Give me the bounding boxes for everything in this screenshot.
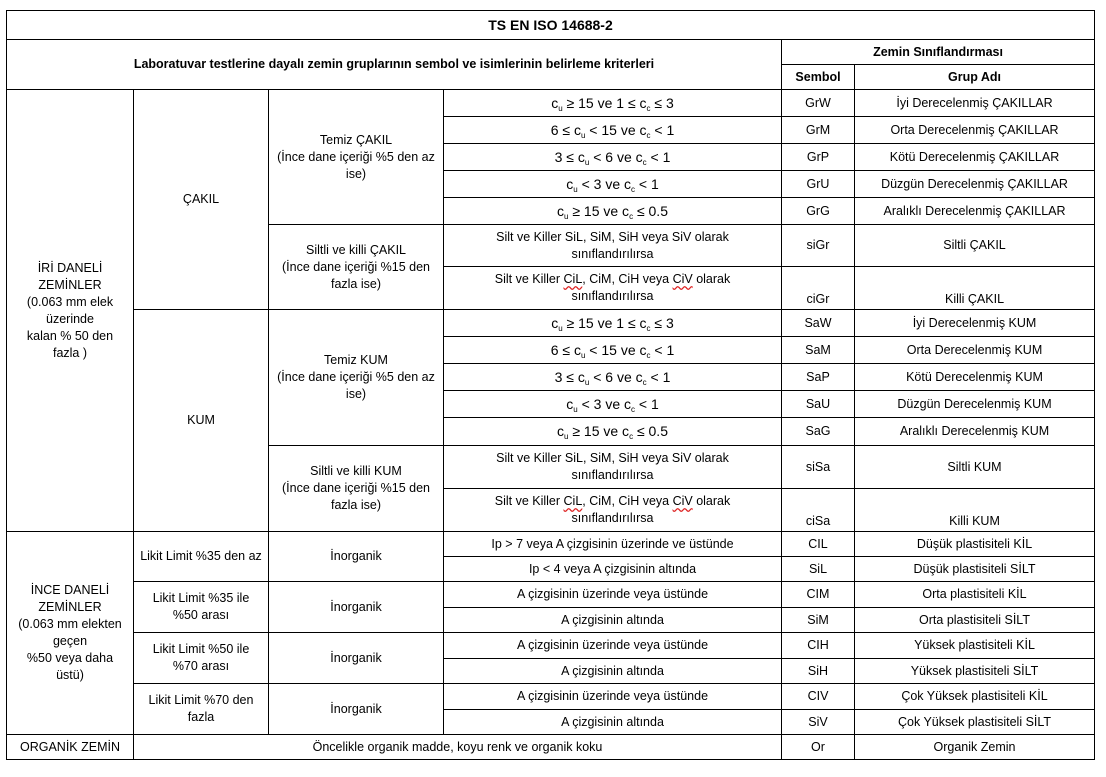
- plasticity-condition: A çizgisinin üzerinde veya üstünde: [444, 684, 782, 710]
- soil-symbol: ciSa: [782, 489, 855, 532]
- soil-symbol: siSa: [782, 446, 855, 489]
- grading-condition: $c_u \ge 15$ ve $c_c \le 0.5$: [444, 418, 782, 446]
- group-name: Killi KUM: [855, 489, 1095, 532]
- soil-symbol: SaG: [782, 418, 855, 446]
- grading-condition: $c_u < 3$ ve $c_c < 1$: [444, 171, 782, 198]
- plasticity-condition: A çizgisinin üzerinde veya üstünde: [444, 633, 782, 659]
- inorganic-label: İnorganik: [269, 582, 444, 633]
- table-title: TS EN ISO 14688-2: [7, 11, 1095, 40]
- soil-symbol: SaW: [782, 310, 855, 337]
- group-name: Kötü Derecelenmiş KUM: [855, 364, 1095, 391]
- plasticity-condition: Ip > 7 veya A çizgisinin üzerinde ve üstünde: [444, 532, 782, 557]
- soil-symbol: SiM: [782, 608, 855, 633]
- inorganic-label: İnorganik: [269, 532, 444, 582]
- group-name: Çok Yüksek plastisiteli SİLT: [855, 710, 1095, 735]
- liquid-limit-label: Likit Limit %50 ile %70 arası: [134, 633, 269, 684]
- plasticity-condition: A çizgisinin altında: [444, 659, 782, 684]
- soil-symbol: SiH: [782, 659, 855, 684]
- plasticity-condition: A çizgisinin altında: [444, 608, 782, 633]
- soil-symbol: GrG: [782, 198, 855, 225]
- soil-symbol: SiL: [782, 557, 855, 582]
- silty-clayey-sand-label: Siltli ve killi KUM (İnce dane içeriği %15 den fazla ise): [269, 446, 444, 532]
- liquid-limit-label: Likit Limit %35 den az: [134, 532, 269, 582]
- group-name: Düzgün Derecelenmiş KUM: [855, 391, 1095, 418]
- group-name: Siltli KUM: [855, 446, 1095, 489]
- group-name: Düzgün Derecelenmiş ÇAKILLAR: [855, 171, 1095, 198]
- silt-condition: Silt ve Killer SiL, SiM, SiH veya SiV olarak sınıflandırılırsa: [444, 446, 782, 489]
- group-name: Düşük plastisiteli KİL: [855, 532, 1095, 557]
- grading-condition: $6 \le c_u < 15$ ve $c_c < 1$: [444, 117, 782, 144]
- soil-symbol: SaU: [782, 391, 855, 418]
- soil-classification-table: [6, 10, 1095, 760]
- group-name: Orta Derecelenmiş KUM: [855, 337, 1095, 364]
- gravel-label: ÇAKIL: [134, 90, 269, 310]
- grading-condition: $6 \le c_u < 15$ ve $c_c < 1$: [444, 337, 782, 364]
- group-name: Orta plastisiteli SİLT: [855, 608, 1095, 633]
- clay-condition: Silt ve Killer CiL, CiM, CiH veya CiV olarak sınıflandırılırsa: [444, 489, 782, 532]
- clean-gravel-label: Temiz ÇAKIL (İnce dane içeriği %5 den az ise): [269, 90, 444, 225]
- sand-label: KUM: [134, 310, 269, 532]
- inorganic-label: İnorganik: [269, 633, 444, 684]
- fine-soil-label: İNCE DANELİ ZEMİNLER (0.063 mm elekten geçen %50 veya daha üstü): [7, 532, 134, 735]
- organic-condition: Öncelikle organik madde, koyu renk ve organik koku: [134, 735, 782, 760]
- group-name-header: Grup Adı: [855, 65, 1095, 90]
- soil-symbol: GrP: [782, 144, 855, 171]
- group-name: Killi ÇAKIL: [855, 267, 1095, 310]
- coarse-soil-label: İRİ DANELİ ZEMİNLER (0.063 mm elek üzerinde kalan % 50 den fazla ): [7, 90, 134, 532]
- soil-symbol: SiV: [782, 710, 855, 735]
- group-name: Düşük plastisiteli SİLT: [855, 557, 1095, 582]
- soil-symbol: GrW: [782, 90, 855, 117]
- plasticity-condition: Ip < 4 veya A çizgisinin altında: [444, 557, 782, 582]
- group-name: Yüksek plastisiteli KİL: [855, 633, 1095, 659]
- grading-condition: $3 \le c_u < 6$ ve $c_c < 1$: [444, 364, 782, 391]
- group-name: Çok Yüksek plastisiteli KİL: [855, 684, 1095, 710]
- clean-sand-label: Temiz KUM (İnce dane içeriği %5 den az ise): [269, 310, 444, 446]
- group-name: Kötü Derecelenmiş ÇAKILLAR: [855, 144, 1095, 171]
- soil-symbol: CIL: [782, 532, 855, 557]
- soil-symbol: CIM: [782, 582, 855, 608]
- soil-symbol: SaP: [782, 364, 855, 391]
- plasticity-condition: A çizgisinin üzerinde veya üstünde: [444, 582, 782, 608]
- criteria-header: Laboratuvar testlerine dayalı zemin gruplarının sembol ve isimlerinin belirleme kriterleri: [7, 40, 782, 90]
- group-name: İyi Derecelenmiş ÇAKILLAR: [855, 90, 1095, 117]
- grading-condition: $c_u \ge 15$ ve $c_c \le 0.5$: [444, 198, 782, 225]
- grading-condition: $c_u \ge 15$ ve $1 \le c_c \le 3$: [444, 310, 782, 337]
- liquid-limit-label: Likit Limit %70 den fazla: [134, 684, 269, 735]
- group-name: İyi Derecelenmiş KUM: [855, 310, 1095, 337]
- group-name: Organik Zemin: [855, 735, 1095, 760]
- soil-symbol: CIH: [782, 633, 855, 659]
- group-name: Yüksek plastisiteli SİLT: [855, 659, 1095, 684]
- clay-condition: Silt ve Killer CiL, CiM, CiH veya CiV olarak sınıflandırılırsa: [444, 267, 782, 310]
- soil-symbol: CIV: [782, 684, 855, 710]
- group-name: Orta Derecelenmiş ÇAKILLAR: [855, 117, 1095, 144]
- grading-condition: $c_u < 3$ ve $c_c < 1$: [444, 391, 782, 418]
- classification-header: Zemin Sınıflandırması: [782, 40, 1095, 65]
- plasticity-condition: A çizgisinin altında: [444, 710, 782, 735]
- group-name: Aralıklı Derecelenmiş ÇAKILLAR: [855, 198, 1095, 225]
- organic-soil-label: ORGANİK ZEMİN: [7, 735, 134, 760]
- inorganic-label: İnorganik: [269, 684, 444, 735]
- soil-symbol: GrM: [782, 117, 855, 144]
- soil-symbol: Or: [782, 735, 855, 760]
- soil-symbol: ciGr: [782, 267, 855, 310]
- group-name: Siltli ÇAKIL: [855, 225, 1095, 267]
- soil-symbol: siGr: [782, 225, 855, 267]
- grading-condition: $c_u \ge 15$ ve $1 \le c_c \le 3$: [444, 90, 782, 117]
- soil-symbol: SaM: [782, 337, 855, 364]
- group-name: Aralıklı Derecelenmiş KUM: [855, 418, 1095, 446]
- liquid-limit-label: Likit Limit %35 ile %50 arası: [134, 582, 269, 633]
- silty-clayey-gravel-label: Siltli ve killi ÇAKIL (İnce dane içeriği %15 den fazla ise): [269, 225, 444, 310]
- grading-condition: $3 \le c_u < 6$ ve $c_c < 1$: [444, 144, 782, 171]
- group-name: Orta plastisiteli KİL: [855, 582, 1095, 608]
- soil-symbol: GrU: [782, 171, 855, 198]
- symbol-header: Sembol: [782, 65, 855, 90]
- silt-condition: Silt ve Killer SiL, SiM, SiH veya SiV olarak sınıflandırılırsa: [444, 225, 782, 267]
